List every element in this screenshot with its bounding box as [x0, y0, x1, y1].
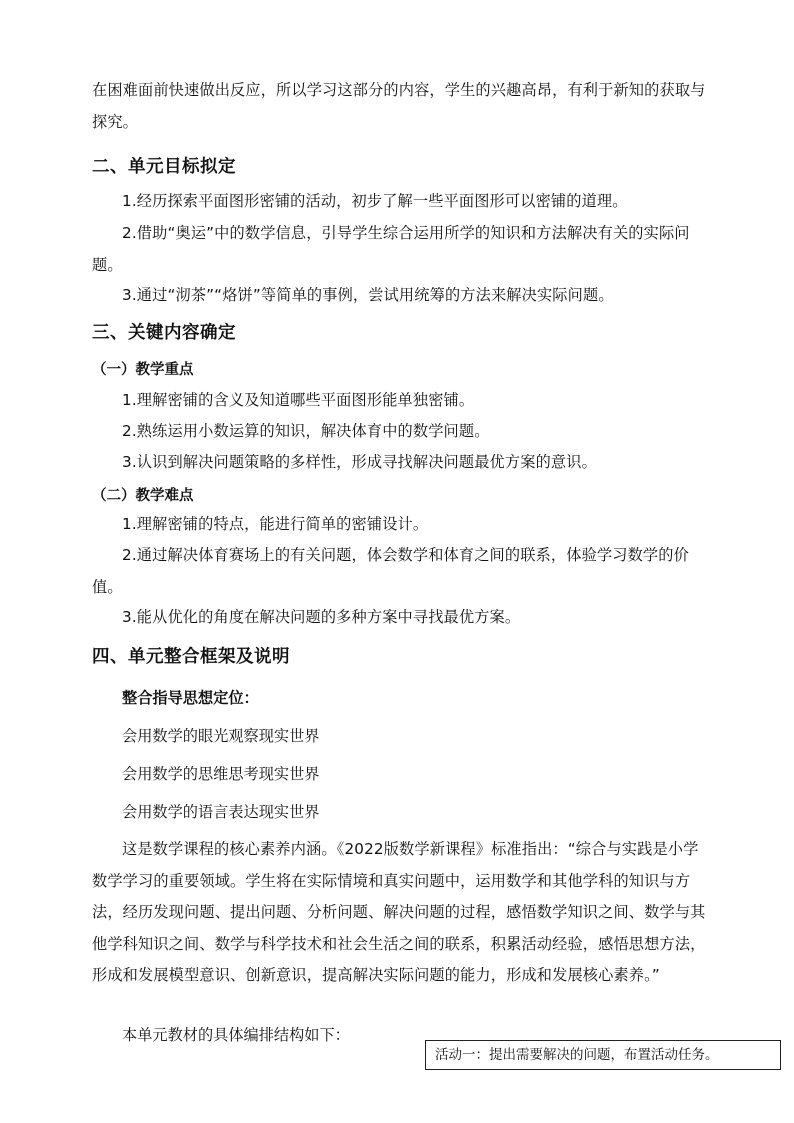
guide-line-2: 会用数学的思维思考现实世界	[122, 765, 320, 783]
subheading-teaching-focus: （一）教学重点	[92, 362, 194, 378]
guide-title: 整合指导思想定位：	[122, 689, 259, 707]
guide-line-3: 会用数学的语言表达现实世界	[122, 803, 320, 821]
section-heading-goals: 二、单元目标拟定	[92, 157, 236, 177]
focus-item-2: 2.熟练运用小数运算的知识，解决体育中的数学问题。	[122, 422, 490, 440]
goal-item-2: 2.借助“奥运”中的数学信息，引导学生综合运用所学的知识和方法解决有关的实际问题。	[92, 224, 690, 274]
difficulty-item-1: 1.理解密铺的特点，能进行简单的密铺设计。	[122, 515, 429, 533]
core-literacy-paragraph: 这是数学课程的核心素养内涵。《2022版数学新课程》标准指出：“综合与实践是小学数学学习的重要领域。学生将在实际情境和真实问题中，运用数学和其他学科的知识与方法，经历发现问题、提出问题、分析问题、解决问题的过程，感悟数学知识之间、数学与其他学科知识之间、数学与科学技术和社会生活之间的联系，积累活动经验，感悟思想方法，形成和发展模型意识、创新意识，提高解决实际问题的能力，形成和发展核心素养。”	[92, 840, 706, 984]
activity-box: 活动一：提出需要解决的问题，布置活动任务。	[425, 1040, 781, 1070]
focus-item-3: 3.认识到解决问题策略的多样性，形成寻找解决问题最优方案的意识。	[122, 453, 597, 471]
goal-item-3: 3.通过“沏茶”“烙饼”等简单的事例，尝试用统筹的方法来解决实际问题。	[122, 286, 614, 304]
goal-item-1: 1.经历探索平面图形密铺的活动，初步了解一些平面图形可以密铺的道理。	[122, 192, 628, 210]
intro-continuation: 在困难面前快速做出反应，所以学习这部分的内容，学生的兴趣高昂，有利于新知的获取与探究。	[92, 81, 706, 131]
section-heading-framework: 四、单元整合框架及说明	[92, 647, 290, 667]
structure-intro: 本单元教材的具体编排结构如下：	[122, 1026, 350, 1044]
section-heading-key-content: 三、关键内容确定	[92, 323, 236, 343]
subheading-teaching-difficulty: （二）教学难点	[92, 488, 194, 504]
guide-line-1: 会用数学的眼光观察现实世界	[122, 727, 320, 745]
focus-item-1: 1.理解密铺的含义及知道哪些平面图形能单独密铺。	[122, 391, 475, 409]
difficulty-item-3: 3.能从优化的角度在解决问题的多种方案中寻找最优方案。	[122, 608, 521, 626]
difficulty-item-2: 2.通过解决体育赛场上的有关问题，体会数学和体育之间的联系，体验学习数学的价值。	[92, 546, 689, 596]
